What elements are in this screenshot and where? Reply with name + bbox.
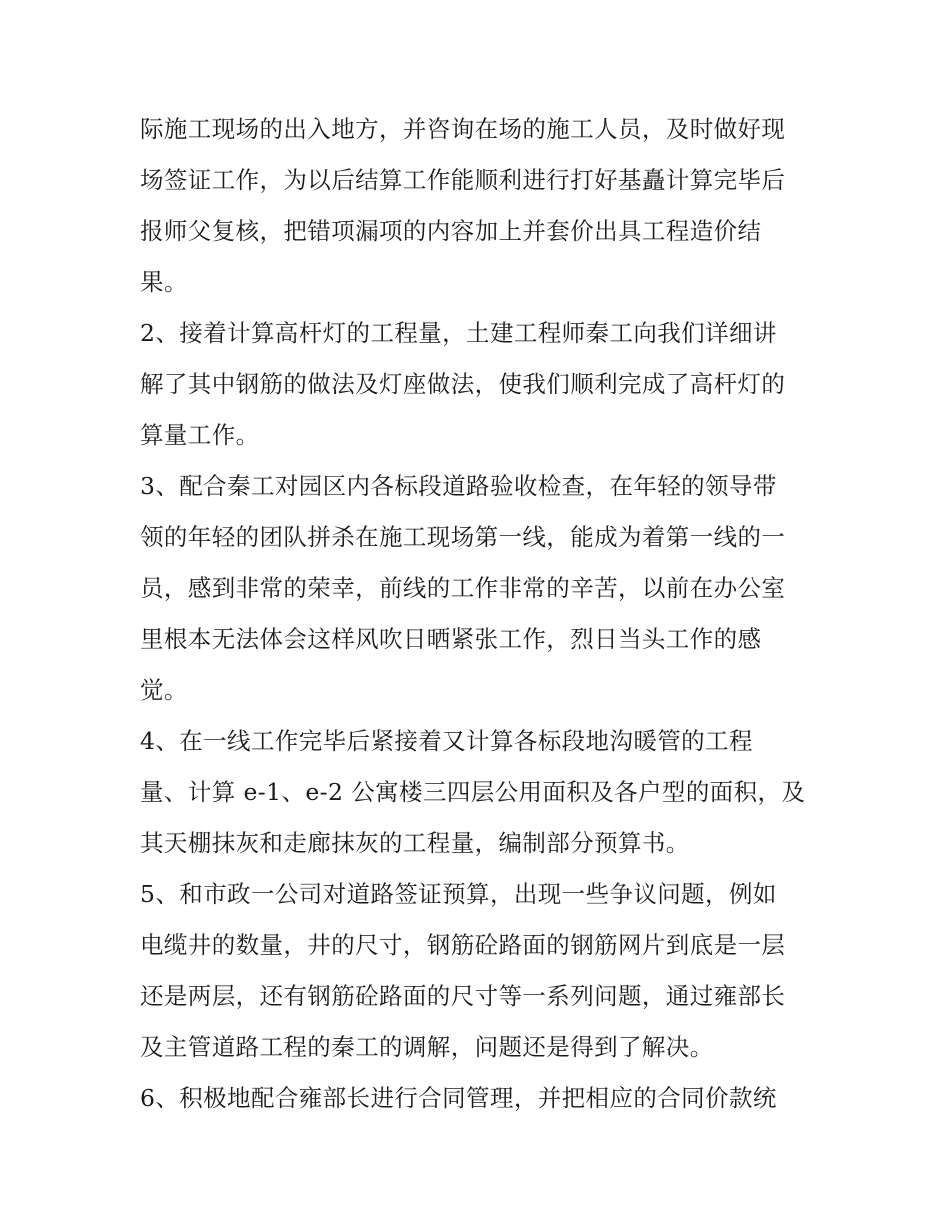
- text-line: 其天棚抹灰和走廊抹灰的工程量，编制部分预算书。: [140, 829, 690, 857]
- text-line: 际施工现场的出入地方，并咨询在场的施工人员，及时做好现: [140, 115, 786, 143]
- text-line: 解了其中钢筋的做法及灯座做法，使我们顺利完成了高杆灯的: [140, 370, 786, 398]
- text-line: 员，感到非常的荣幸，前线的工作非常的辛苦，以前在办公室: [140, 574, 786, 602]
- text-line: 3、配合秦工对园区内各标段道路验收检查，在年轻的领导带: [140, 472, 777, 500]
- text-line: 2、接着计算高杆灯的工程量，土建工程师秦工向我们详细讲: [140, 319, 777, 347]
- text-line: 场签证工作，为以后结算工作能顺利进行打好基矗计算完毕后: [140, 166, 786, 194]
- text-line: 还是两层，还有钢筋砼路面的尺寸等一系列问题，通过雍部长: [140, 982, 786, 1010]
- text-line: 果。: [140, 268, 188, 296]
- text-line: 领的年轻的团队拼杀在施工现场第一线，能成为着第一线的一: [140, 523, 786, 551]
- text-line: 里根本无法体会这样风吹日晒紧张工作，烈日当头工作的感: [140, 625, 762, 653]
- text-line: 电缆井的数量，井的尺寸，钢筋砼路面的钢筋网片到底是一层: [140, 931, 786, 959]
- text-line: 及主管道路工程的秦工的调解，问题还是得到了解决。: [140, 1033, 714, 1061]
- body-text: [140, 104, 820, 1124]
- text-line: 觉。: [140, 676, 188, 704]
- text-line: 算量工作。: [140, 421, 260, 449]
- text-line: 6、积极地配合雍部长进行合同管理，并把相应的合同价款统: [140, 1084, 777, 1112]
- text-line: 报师父复核，把错项漏项的内容加上并套价出具工程造价结: [140, 217, 762, 245]
- text-line: 量、计算 e-1、e-2 公寓楼三四层公用面积及各户型的面积，及: [140, 778, 806, 806]
- text-line: 4、在一线工作完毕后紧接着又计算各标段地沟暖管的工程: [140, 727, 753, 755]
- text-line: 5、和市政一公司对道路签证预算，出现一些争议问题，例如: [140, 880, 777, 908]
